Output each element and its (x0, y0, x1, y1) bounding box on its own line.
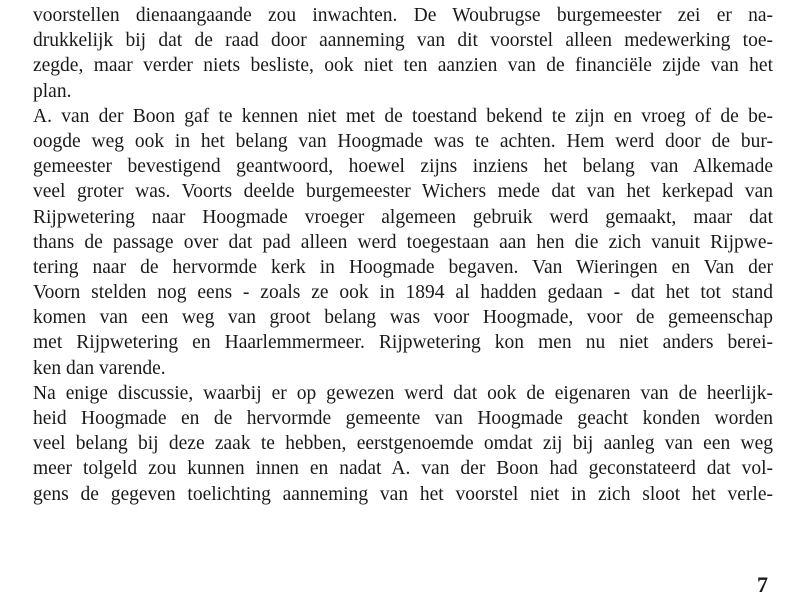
text-line: Voorn stelden nog eens - zoals ze ook in 1894 al hadden gedaan - dat het tot stand (33, 282, 773, 304)
text-line: veel groter was. Voorts deelde burgemeester Wichers mede dat van het kerkepad van (33, 181, 773, 203)
text-line: meer tolgeld zou kunnen innen en nadat A. van der Boon had geconstateerd dat vol- (33, 458, 773, 480)
text-line: tering naar de hervormde kerk in Hoogmade begaven. Van Wieringen en Van der (33, 256, 773, 278)
text-line: plan. (33, 80, 72, 102)
paragraph-2 (33, 104, 773, 381)
paragraph-3 (33, 381, 773, 507)
text-line: thans de passage over dat pad alleen werd toegestaan aan hen die zich vanuit Rijpwe- (33, 231, 773, 253)
text-line: zegde, maar verder niets besliste, ook niet ten aanzien van de financiële zijde van het (33, 55, 773, 77)
text-line: oogde weg ook in het belang van Hoogmade was te achten. Hem werd door de bur- (33, 130, 773, 152)
text-line: gens de gegeven toelichting aanneming van het voorstel niet in zich sloot het verle- (33, 483, 773, 505)
document-page (33, 3, 773, 507)
text-line: met Rijpwetering en Haarlemmermeer. Rijpwetering kon men nu niet anders berei- (33, 332, 773, 354)
text-line: voorstellen dienaangaande zou inwachten. De Woubrugse burgemeester zei er na- (33, 5, 773, 26)
paragraph-1 (33, 3, 773, 104)
text-line: A. van der Boon gaf te kennen niet met de toestand bekend te zijn en vroeg of de be- (33, 105, 773, 127)
text-line: heid Hoogmade en de hervormde gemeente van Hoogmade geacht konden worden (33, 408, 773, 429)
text-line: gemeester bevestigend geantwoord, hoewel zijns inziens het belang van Alkemade (33, 156, 773, 178)
text-line: ken dan varende. (33, 357, 166, 379)
text-line: veel belang bij deze zaak te hebben, eerstgenoemde omdat zij bij aanleg van een weg (33, 433, 773, 455)
page-number: 7 (757, 572, 768, 597)
text-line: drukkelijk bij dat de raad door aanneming van dit voorstel alleen medewerking toe- (33, 30, 773, 52)
text-line: Rijpwetering naar Hoogmade vroeger algemeen gebruik werd gemaakt, maar dat (33, 206, 773, 228)
text-line: komen van een weg van groot belang was voor Hoogmade, voor de gemeenschap (33, 307, 773, 329)
text-line: Na enige discussie, waarbij er op gewezen werd dat ook de eigenaren van de heerlijk- (33, 382, 773, 404)
